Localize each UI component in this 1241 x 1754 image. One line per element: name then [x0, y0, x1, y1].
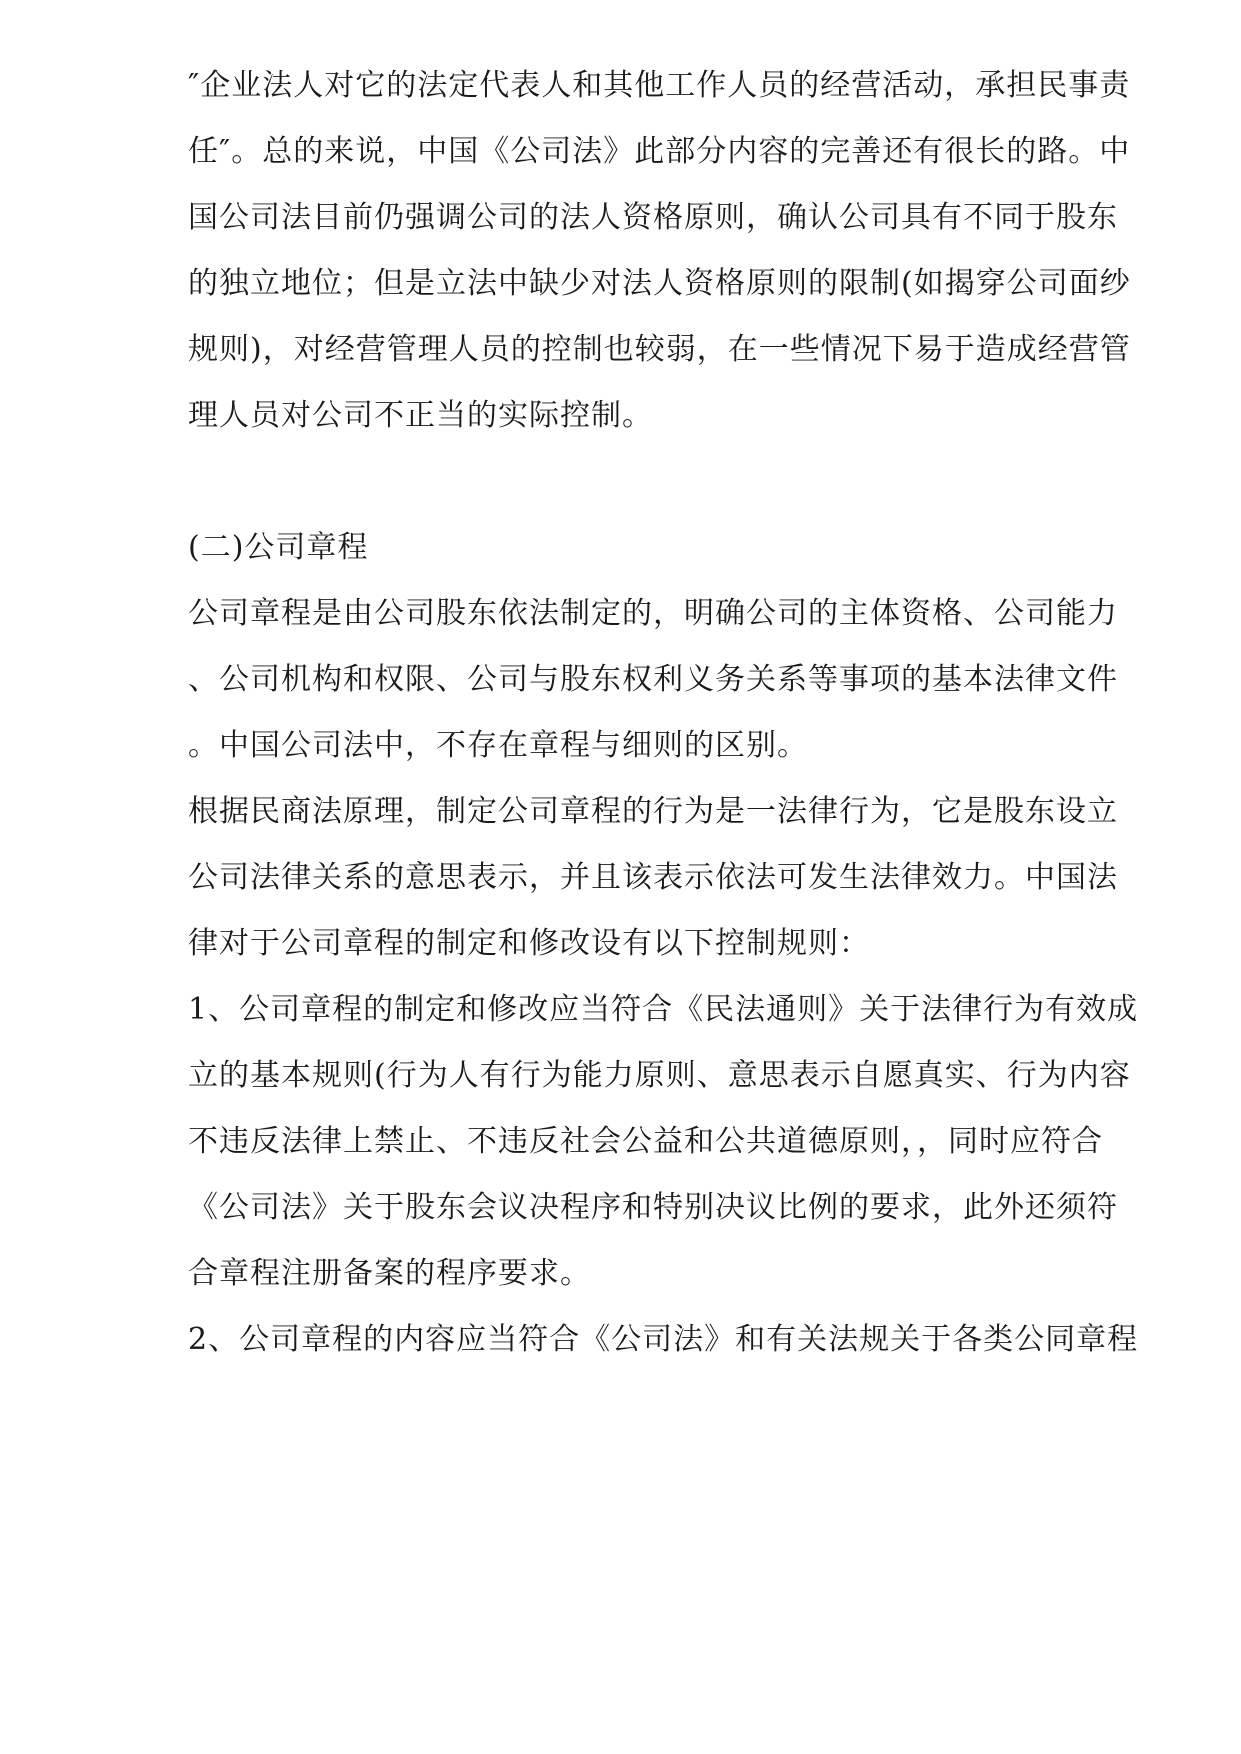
text-line: 根据民商法原理，制定公司章程的行为是一法律行为，它是股东设立	[188, 794, 1118, 829]
text-line: 理人员对公司不正当的实际控制。	[188, 398, 653, 433]
text-line: 2、公司章程的内容应当符合《公司法》和有关法规关于各类公同章程	[188, 1322, 1139, 1357]
text-line: 国公司法目前仍强调公司的法人资格原则，确认公司具有不同于股东	[188, 200, 1118, 235]
text-line: 公司法律关系的意思表示，并且该表示依法可发生法律效力。中国法	[188, 860, 1118, 895]
text-line: 规则)，对经营管理人员的控制也较弱，在一些情况下易于造成经营管	[188, 332, 1131, 367]
text-line: ″企业法人对它的法定代表人和其他工作人员的经营活动，承担民事责	[188, 68, 1131, 103]
text-line: 任″。总的来说，中国《公司法》此部分内容的完善还有很长的路。中	[188, 134, 1131, 169]
text-line: 不违反法律上禁止、不违反社会公益和公共道德原则，，同时应符合	[188, 1124, 1103, 1159]
text-line: 《公司法》关于股东会议决程序和特别决议比例的要求，此外还须符	[188, 1190, 1118, 1225]
text-line: 、公司机构和权限、公司与股东权利义务关系等事项的基本法律文件	[188, 662, 1118, 697]
text-line: 公司章程是由公司股东依法制定的，明确公司的主体资格、公司能力	[188, 596, 1118, 631]
text-line: 。中国公司法中，不存在章程与细则的区别。	[188, 728, 808, 763]
text-line: 合章程注册备案的程序要求。	[188, 1256, 591, 1291]
text-line: 的独立地位；但是立法中缺少对法人资格原则的限制(如揭穿公司面纱	[188, 266, 1131, 301]
section-heading: (二)公司章程	[188, 530, 369, 565]
text-line: 立的基本规则(行为人有行为能力原则、意思表示自愿真实、行为内容	[188, 1058, 1131, 1093]
text-line: 律对于公司章程的制定和修改设有以下控制规则：	[188, 926, 870, 961]
text-line: 1、公司章程的制定和修改应当符合《民法通则》关于法律行为有效成	[188, 992, 1139, 1027]
